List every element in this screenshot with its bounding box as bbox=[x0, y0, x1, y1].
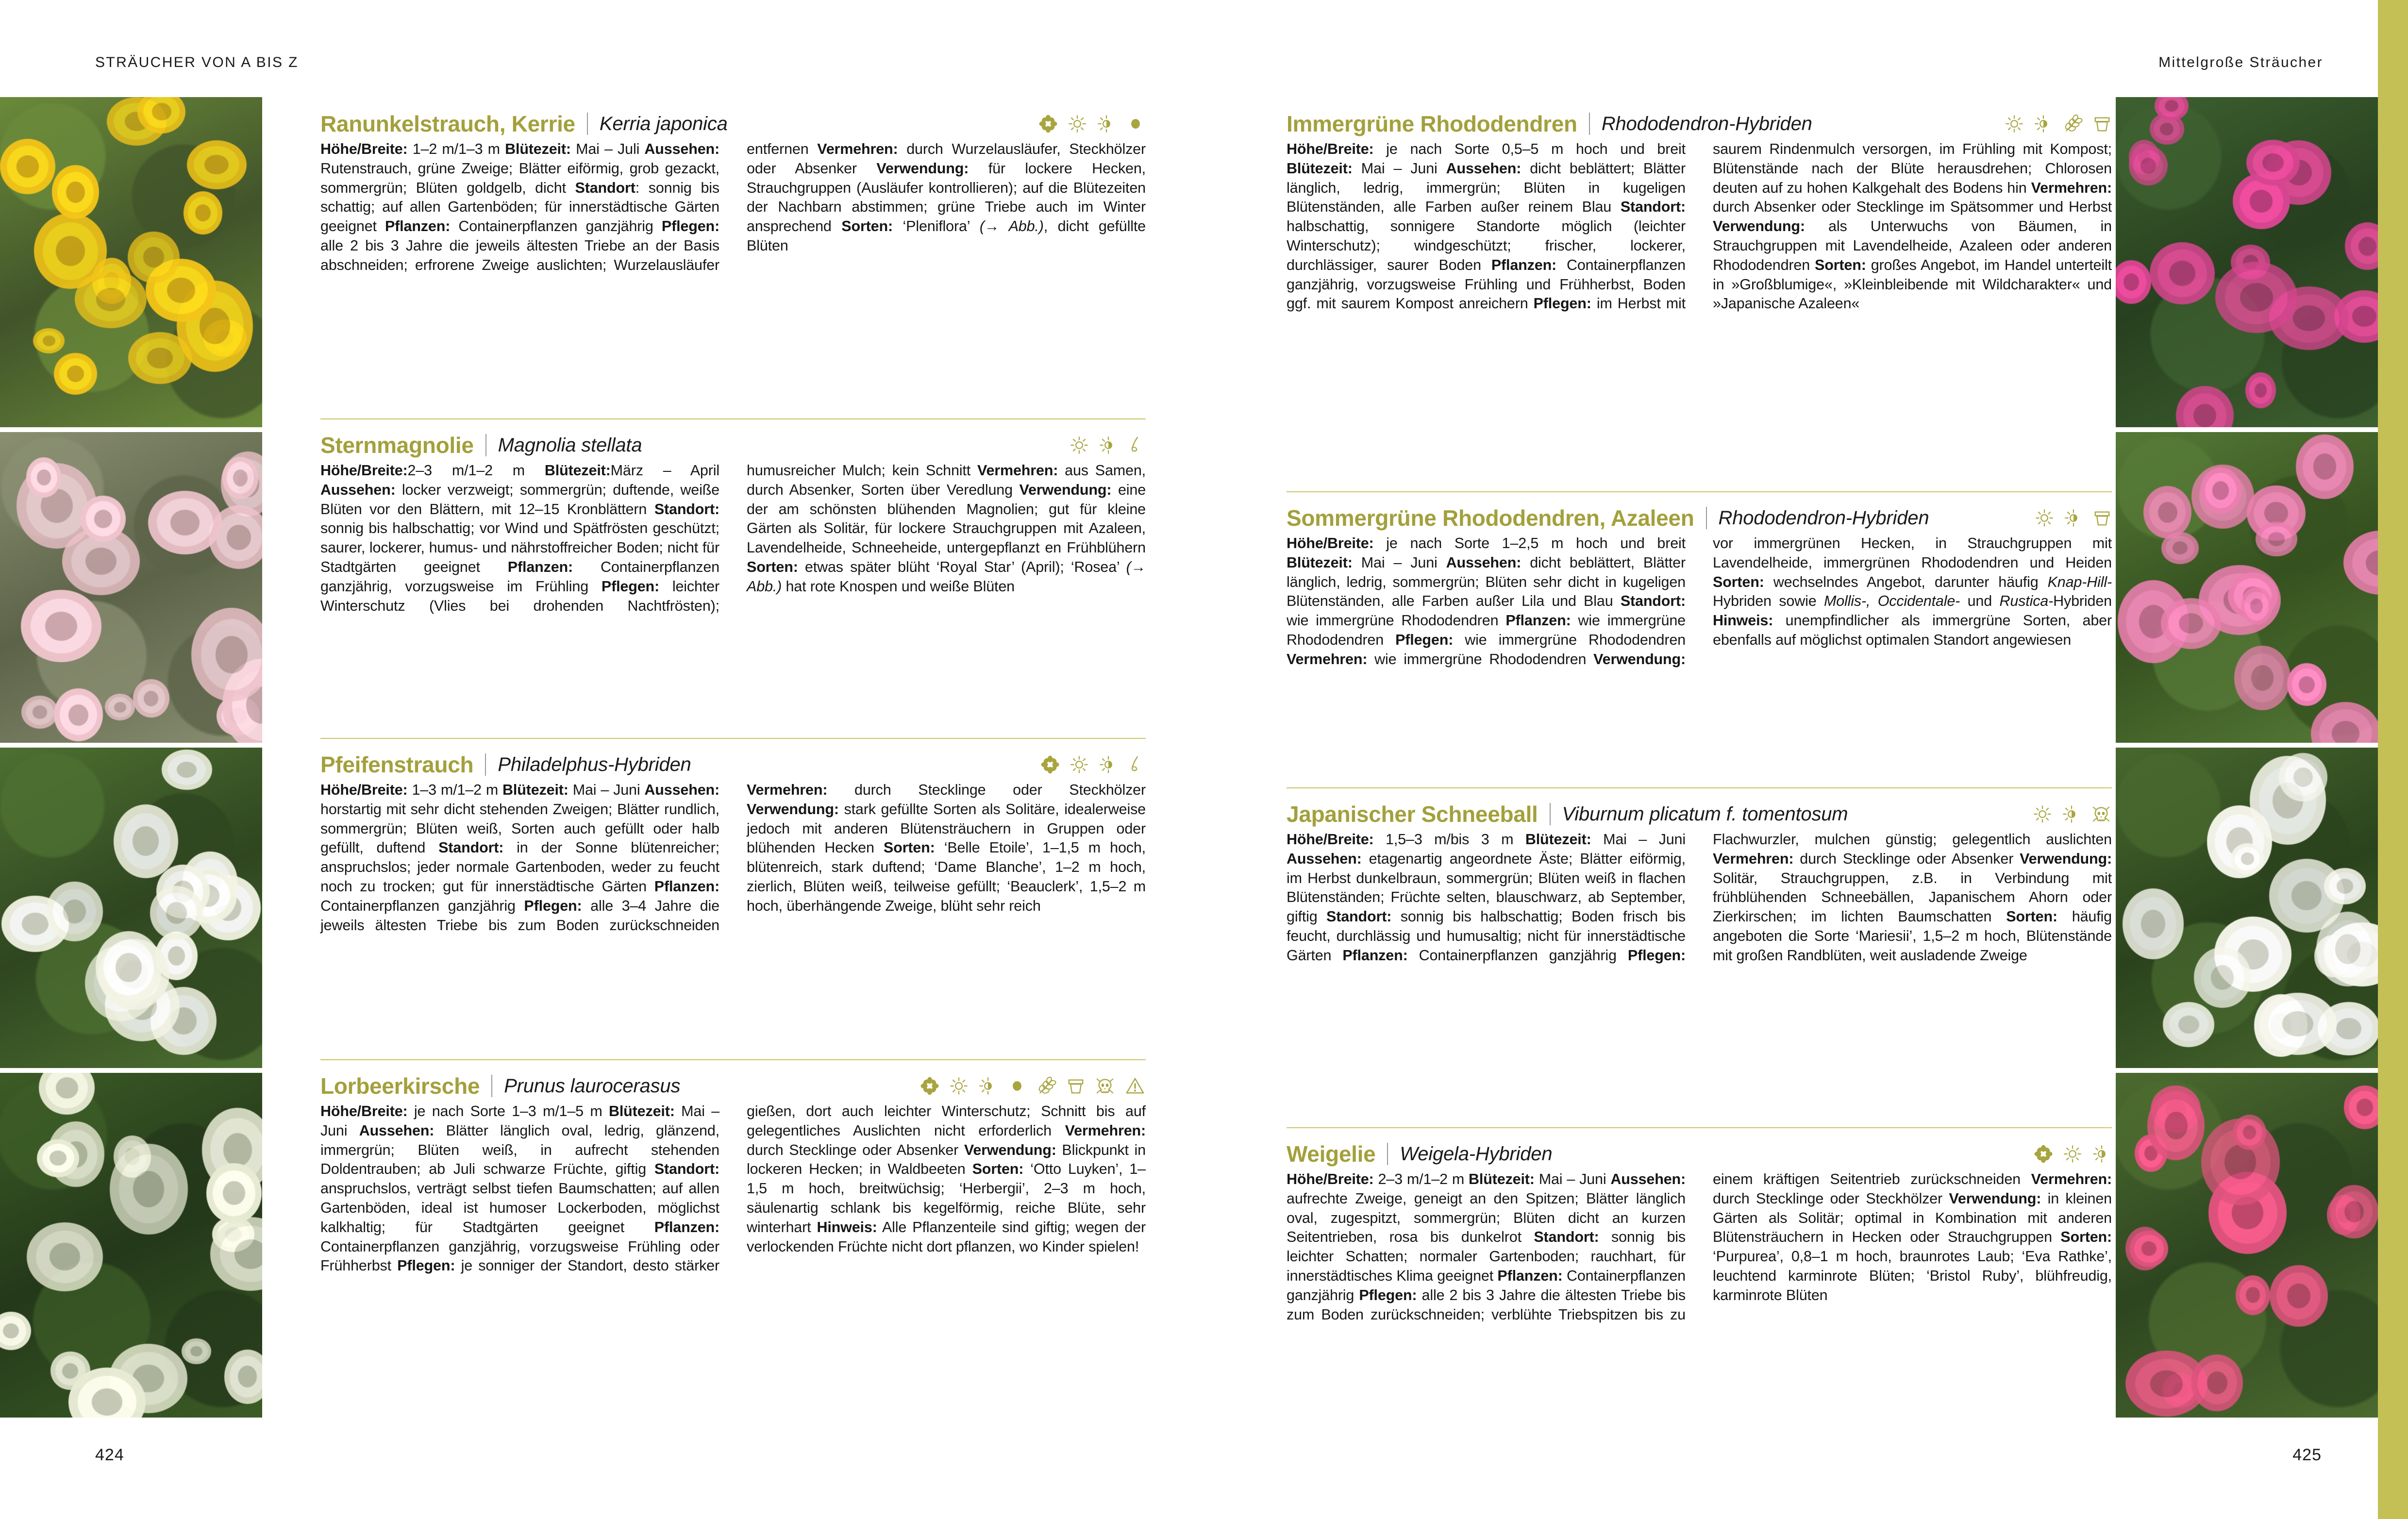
page-right bbox=[1204, 0, 2408, 1519]
sun-icon bbox=[1068, 115, 1087, 133]
plant-common-name: Weigelie bbox=[1287, 1141, 1376, 1167]
plant-attribute-icons bbox=[2035, 509, 2112, 527]
plant-latin-name: Rhododendron-Hybriden bbox=[1601, 113, 1812, 134]
sun-icon bbox=[2005, 115, 2023, 133]
shade-circle-icon bbox=[1126, 115, 1145, 133]
title-divider bbox=[491, 1075, 492, 1097]
page-number-left: 424 bbox=[95, 1446, 124, 1464]
title-divider bbox=[1589, 113, 1590, 135]
sun-icon bbox=[1070, 436, 1088, 454]
entry-body-text: Höhe/Breite: 1–2 m/1–3 m Blütezeit: Mai – Juli Aussehen: Rutenstrauch, grüne Zweige; Blätter eiförmig, grob gezackt, sommergrün; Blüten goldgelb, dicht Standort: sonnig bis schattig; auf allen Gartenböden; für innerstädtische Gärten geeignet Pflanzen: Containerpflanzen ganzjährig Pflegen: alle 2 bis 3 Jahre die jeweils ältesten Triebe an der Basis abschneiden; erfrorene Zweige auslichten; Wurzelausläufer entfernen Vermehren: durch Wurzelausläufer, Steckhölzer oder Absenker Verwendung: für lockere Hecken, Strauchgruppen (Ausläufer kontrollieren); auf die Blütezeiten der Nachbarn abstimmen; grüne Triebe auch im Winter ansprechend Sorten: ‘Pleniflora’ (→ Abb.), dicht gefüllte Blüten bbox=[320, 141, 1146, 273]
page-number-right: 425 bbox=[2292, 1446, 2322, 1464]
half-sun-icon bbox=[979, 1077, 997, 1095]
entry-header bbox=[1287, 787, 2112, 827]
plant-latin-name: Kerria japonica bbox=[599, 113, 728, 134]
warning-triangle-icon bbox=[1125, 1077, 1145, 1095]
plant-entry bbox=[320, 1059, 1146, 1276]
shade-circle-icon bbox=[1008, 1077, 1026, 1095]
sun-icon bbox=[950, 1077, 968, 1095]
entry-header bbox=[320, 418, 1146, 458]
plant-common-name: Lorbeerkirsche bbox=[320, 1073, 480, 1099]
half-sun-icon bbox=[1099, 755, 1118, 774]
entry-body-text: Höhe/Breite: je nach Sorte 1–3 m/1–5 m Blütezeit: Mai – Juni Aussehen: Blätter länglich oval, ledrig, glänzend, immergrün; Blüten weiß, in aufrecht stehenden Doldentrauben; ab Juli schwarze Früchte, giftig Standort: anspruchslos, verträgt selbst tiefen Baumschatten; auf allen Gartenböden, ideal ist humoser Lockerboden, möglichst kalkhaltig; für Stadtgärten geeignet Pflanzen: Containerpflanzen ganzjährig, vorzugsweise Frühling oder Frühherbst Pflegen: je sonniger der Standort, desto stärker gießen, dort auch leichter Winterschutz; Schnitt bis auf gelegentliches Auslichten nicht erforderlich Vermehren: durch Stecklinge oder Absenker Verwendung: Blickpunkt in lockeren Hecken; in Waldbeeten Sorten: ‘Otto Luyken’, 1–1,5 m hoch, breitwüchsig; ‘Herbergii’, 2–3 m hoch, säulenartig schlank bis kegelförmig, reiche Blüte, sehr winterhart Hinweis: Alle Pflanzenteile sind giftig; wegen der verlockenden Früchte nicht dort pflanzen, wo Kinder spielen! bbox=[320, 1103, 1146, 1274]
plant-latin-name: Rhododendron-Hybriden bbox=[1718, 507, 1929, 529]
entry-header bbox=[1287, 491, 2112, 531]
entry-header bbox=[320, 738, 1146, 778]
sun-icon bbox=[2033, 805, 2052, 823]
plant-attribute-icons bbox=[2034, 1145, 2112, 1163]
half-sun-icon bbox=[2064, 509, 2083, 527]
evergreen-leaf-icon bbox=[1037, 1076, 1056, 1096]
entry-header bbox=[1287, 111, 2112, 137]
flower-icon bbox=[1039, 115, 1057, 133]
plant-latin-name: Prunus laurocerasus bbox=[504, 1075, 681, 1097]
plant-attribute-icons bbox=[1070, 435, 1146, 455]
entry-body-text: Höhe/Breite: 1–3 m/1–2 m Blütezeit: Mai – Juni Aussehen: horstartig mit sehr dicht stehenden Zweigen; Blätter rundlich, sommergrün; Blüten weiß, Sorten auch gefüllt oder halb gefüllt, duftend Standort: in der Sonne blütenreicher; anspruchslos; jeder normale Gartenboden, weder zu feucht noch zu trocken; gut für innerstädtische Gärten Pflanzen: Containerpflanzen ganzjährig Pflegen: alle 3–4 Jahre die jeweils ältesten Triebe bis zum Boden zurückschneiden Vermehren: durch Stecklinge oder Steckhölzer Verwendung: stark gefüllte Sorten als Solitäre, idealerweise jedoch mit anderen Blütensträuchern in Gruppen oder blühenden Hecken Sorten: ‘Belle Etoile’, 1–1,5 m hoch, blütenreich, stark duftend; ‘Dame Blanche’, 1–2 m hoch, zierlich, Blüten weiß, teilweise gefüllt; ‘Beauclerk’, 1,5–2 m hoch, überhängende Zweige, blüht sehr reich bbox=[320, 782, 1146, 934]
container-pot-icon bbox=[1067, 1077, 1085, 1095]
title-divider bbox=[1706, 507, 1707, 529]
plant-common-name: Japanischer Schneeball bbox=[1287, 801, 1538, 827]
title-divider bbox=[485, 434, 486, 456]
plant-entry bbox=[320, 418, 1146, 616]
fragrance-nose-icon bbox=[1128, 435, 1145, 455]
plant-latin-name: Viburnum plicatum f. tomentosum bbox=[1562, 803, 1848, 825]
flower-icon bbox=[2034, 1145, 2053, 1163]
entry-body-text: Höhe/Breite: je nach Sorte 0,5–5 m hoch und breit Blütezeit: Mai – Juni Aussehen: dicht beblättert; Blätter länglich, ledrig, immergrün; Blüten in kugeligen Blütenständen, alle Farben außer reinem Blau Standort: halbschattig, sonnigere Standorte möglich (leichter Winterschutz); windgeschützt; frischer, lockerer, durchlässiger, saurer Boden Pflanzen: Containerpflanzen ganzjährig, vorzugsweise Frühling und Frühherbst, Boden ggf. mit saurem Kompost anreichern Pflegen: im Herbst mit saurem Rindenmulch versorgen, im Frühling mit Kompost; Blütenstände nach der Blüte herausdrehen; Chlorosen deuten auf zu hohen Kalkgehalt des Bodens hin Vermehren: durch Absenker oder Stecklinge im Spätsommer und Herbst Verwendung: als Unterwuchs von Bäumen, in Strauchgruppen mit Lavendelheide, Azaleen oder anderen Rhododendren Sorten: großes Angebot, im Handel unterteilt in »Großblumige«, »Kleinbleibende mit Wildcharakter« und »Japanische Azaleen« bbox=[1287, 141, 2112, 312]
sun-icon bbox=[2035, 509, 2054, 527]
sun-icon bbox=[2063, 1145, 2082, 1163]
half-sun-icon bbox=[2062, 805, 2081, 823]
plant-attribute-icons bbox=[2005, 114, 2112, 134]
plant-latin-name: Philadelphus-Hybriden bbox=[498, 753, 691, 775]
entry-body-text: Höhe/Breite:2–3 m/1–2 m Blütezeit:März – April Aussehen: locker verzweigt; sommergrün; duftende, weiße Blüten vor den Blättern, mit 12–15 Kronblättern Standort: sonnig bis halbschattig; vor Wind und Spätfrösten geschützt; saurer, lockerer, humus- und nährstoffreicher Boden; nicht für Stadtgärten geeignet Pflanzen: Containerpflanzen ganzjährig, vorzugsweise im Frühling Pflegen: leichter Winterschutz (Vlies bei drohenden Nachtfrösten); humusreicher Mulch; kein Schnitt Vermehren: aus Samen, durch Absenker, Sorten über Veredlung Verwendung: eine der am schönsten blühenden Magnolien; gut für kleine Gärten als Solitär, für lockere Strauchgruppen mit Azaleen, Lavendelheide, Schneeheide, untergepflanzt en Frühblühern Sorten: etwas später blüht ‘Royal Star’ (April); ‘Rosea’ (→ Abb.) hat rote Knospen und weiße Blüten bbox=[320, 462, 1146, 614]
plant-attribute-icons bbox=[920, 1076, 1146, 1096]
title-divider bbox=[1387, 1143, 1388, 1165]
plant-entry bbox=[1287, 787, 2112, 966]
plant-latin-name: Weigela-Hybriden bbox=[1400, 1143, 1553, 1165]
plant-common-name: Immergrüne Rhododendren bbox=[1287, 111, 1577, 136]
thumb-index-tab bbox=[2378, 0, 2408, 1519]
poisonous-skull-icon bbox=[2091, 805, 2111, 823]
plant-common-name: Sternmagnolie bbox=[320, 433, 474, 458]
half-sun-icon bbox=[1099, 436, 1118, 454]
plant-attribute-icons bbox=[1041, 755, 1146, 774]
entry-header bbox=[1287, 1127, 2112, 1167]
plant-common-name: Pfeifenstrauch bbox=[320, 752, 474, 777]
title-divider bbox=[1550, 803, 1551, 825]
container-pot-icon bbox=[2093, 115, 2111, 133]
half-sun-icon bbox=[1097, 115, 1116, 133]
plant-common-name: Sommergrüne Rhododendren, Azaleen bbox=[1287, 505, 1694, 531]
flower-icon bbox=[920, 1077, 939, 1095]
half-sun-icon bbox=[2092, 1145, 2111, 1163]
evergreen-leaf-icon bbox=[2063, 114, 2083, 134]
plant-latin-name: Magnolia stellata bbox=[498, 434, 642, 456]
plant-attribute-icons bbox=[2033, 805, 2112, 823]
fragrance-nose-icon bbox=[1128, 755, 1145, 774]
poisonous-skull-icon bbox=[1095, 1077, 1115, 1095]
title-divider bbox=[587, 113, 588, 135]
running-head-right: Mittelgroße Sträucher bbox=[2158, 54, 2323, 70]
sun-icon bbox=[1070, 755, 1088, 774]
half-sun-icon bbox=[2034, 115, 2053, 133]
title-divider bbox=[485, 753, 486, 776]
entry-body-text: Höhe/Breite: 2–3 m/1–2 m Blütezeit: Mai – Juni Aussehen: aufrechte Zweige, geneigt an den Spitzen; Blätter länglich oval, zugespitzt, sommergrün; Blüten dicht an kurzen Seitentrieben, rosa bis dunkelrot Standort: sonnig bis leichter Schatten; normaler Gartenboden; rauchhart, für innerstädtisches Klima geeignet Pflanzen: Containerpflanzen ganzjährig Pflegen: alle 2 bis 3 Jahre die ältesten Triebe bis zum Boden zurückschneiden; verblühte Triebspitzen bis zu einem kräftigen Seitentrieb zurückschneiden Vermehren: durch Stecklinge oder Steckhölzer Verwendung: in kleinen Gärten als Solitär; optimal in Kombination mit anderen Blütensträuchern in Hecken oder Strauchgruppen Sorten: ‘Purpurea’, 0,8–1 m hoch, braunrotes Laub; ‘Eva Rathke’, leuchtend karminrote Blüten; ‘Bristol Ruby’, blühfreudig, karminrote Blüten bbox=[1287, 1171, 2112, 1323]
plant-attribute-icons bbox=[1039, 115, 1146, 133]
plant-entry bbox=[320, 738, 1146, 935]
entry-header bbox=[320, 1059, 1146, 1099]
plant-entry bbox=[1287, 491, 2112, 669]
flower-icon bbox=[1041, 755, 1059, 774]
plant-entry bbox=[1287, 1127, 2112, 1324]
entry-header bbox=[320, 111, 1146, 137]
plant-entry bbox=[320, 111, 1146, 275]
entry-body-text: Höhe/Breite: 1,5–3 m/bis 3 m Blütezeit: Mai – Juni Aussehen: etagenartig angeordnete Äste; Blätter eiförmig, im Herbst dunkelbraun, sommergrün; Blüten weiß in flachen Blütenständen; Früchte selten, blauschwarz, ab September, giftig Standort: sonnig bis halbschattig; Boden frisch bis feucht, durchlässig und humusaltig; nicht für innerstädtische Gärten Pflanzen: Containerpflanzen ganzjährig Pflegen: Flachwurzler, mulchen günstig; gelegentlich auslichten Vermehren: durch Stecklinge oder Absenker Verwendung: Solitär, Strauchgruppen, z.B. in Verbindung mit frühblühenden Schneebällen, Japanischem Ahorn oder Zierkirschen; im lichten Baumschatten Sorten: häufig angeboten die Sorte ‘Mariesii’, 1,5–2 m hoch, Blütenstände mit großen Randblüten, weit ausladende Zweige bbox=[1287, 831, 2112, 964]
container-pot-icon bbox=[2093, 509, 2111, 527]
plant-common-name: Ranunkelstrauch, Kerrie bbox=[320, 111, 575, 136]
running-head-left: STRÄUCHER VON A BIS Z bbox=[95, 54, 299, 70]
plant-entry bbox=[1287, 111, 2112, 314]
entry-body-text: Höhe/Breite: je nach Sorte 1–2,5 m hoch und breit Blütezeit: Mai – Juni Aussehen: dicht beblättert, Blätter länglich, ledrig, sommergrün; Blüten sehr dicht in kugeligen Blütenständen, alle Farben außer Lila und Blau Standort: wie immergrüne Rhododendren Pflanzen: wie immergrüne Rhododendren Pflegen: wie immergrüne Rhododendren Vermehren: wie immergrüne Rhododendren Verwendung: vor immergrünen Hecken, in Strauchgruppen mit Lavendelheide, immergrünen Rhododendren und Heiden Sorten: wechselndes Angebot, darunter häufig Knap-Hill-Hybriden sowie Mollis-, Occidentale- und Rustica-Hybriden Hinweis: unempfindlicher als immergrüne Sorten, aber ebenfalls auf möglichst optimalen Standort angewiesen bbox=[1287, 535, 2112, 668]
